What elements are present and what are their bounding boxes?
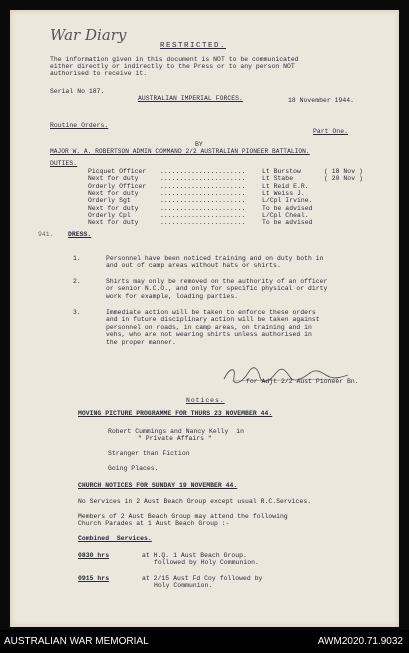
dress-order-line: personnel on roads, in camp areas, on training and in (106, 323, 312, 331)
dress-order-number: 1. (73, 255, 81, 262)
duty-assignee: To be advised (262, 219, 313, 227)
duty-assignee: Lt Stabe (262, 175, 294, 183)
duty-date: ( 18 Nov ) (324, 168, 363, 175)
footer-accession-number: AWM2020.71.9032 (317, 636, 403, 647)
duty-assignee: Lt Burstow (262, 168, 301, 175)
warning-line: The information given in this document is NOT to be communicated (50, 56, 299, 63)
dress-order-number: 2. (73, 278, 81, 285)
dress-order-line: Immediate action will be taken to enforce these orders (106, 309, 316, 316)
leader-dots: ...................... (160, 168, 246, 175)
dress-order-line: Shirts may only be removed on the authority of an officer (106, 278, 328, 285)
signature-line: for Adjt 2/2 Aust Pioneer Bn. (246, 378, 359, 385)
leader-dots: ...................... (160, 197, 246, 205)
commander-line: MAJOR W. A. ROBERTSON ADMIN COMMAND 2/2 AUSTRALIAN PIONEER BATTALION. (50, 148, 310, 155)
duty-assignee: L/Cpl Irvine. (262, 197, 313, 205)
document-page (10, 10, 399, 627)
duty-role: Next for duty (88, 175, 139, 183)
service-detail: at H.Q. 1 Aust Beach Group. (142, 552, 247, 559)
duty-role: Picquet Officer (88, 168, 147, 175)
duty-assignee: Lt Weiss J. (262, 189, 305, 197)
duty-role: Next for duty (88, 189, 139, 197)
dress-order-line: and in future disciplinary action will be taken against (106, 316, 320, 324)
leader-dots: ...................... (160, 211, 246, 219)
dress-number: 941. (38, 231, 54, 238)
leader-dots: ...................... (160, 204, 246, 212)
by-label: BY (195, 141, 203, 148)
duty-assignee: To be advised (262, 204, 313, 212)
leader-dots: ...................... (160, 189, 246, 197)
duty-assignee: L/Cpl Cheal. (262, 211, 309, 219)
footer-bar (0, 630, 409, 653)
film-title: Stranger than Fiction (108, 450, 190, 457)
service-detail: at 2/15 Aust Fd Coy followed by (142, 575, 263, 582)
warning-line: either directly or indirectly to the Press or to any person NOT (50, 63, 295, 70)
service-time: 0830 hrs (78, 552, 110, 559)
dress-order-line: work for example, loading parties. (106, 292, 239, 300)
handwritten-note: War Diary (50, 26, 127, 44)
leader-dots: ...................... (160, 182, 246, 190)
classification-heading: RESTRICTED. (160, 42, 227, 50)
notices-heading: Notices. (186, 397, 225, 404)
duties-heading: DUTIES. (50, 160, 78, 167)
duty-role: Orderly Sgt (88, 197, 131, 205)
moving-pictures-line: Robert Cummings and Nancy Kelly in (108, 428, 244, 435)
duty-assignee: Lt Reid E.R. (262, 182, 309, 190)
dress-order-number: 3. (73, 309, 81, 316)
duty-role: Next for duty (88, 204, 139, 212)
part-label: Part One. (313, 128, 348, 135)
unit-name: AUSTRALIAN IMPERIAL FORCES. (138, 95, 243, 102)
duty-role: Orderly Officer (88, 182, 147, 190)
footer-institution: AUSTRALIAN WAR MEMORIAL (4, 636, 149, 647)
duty-role: Next for duty (88, 219, 139, 227)
service-time: 0915 hrs (78, 575, 110, 582)
service-detail: Holy Communion. (154, 582, 213, 589)
film-title: Going Places. (108, 465, 159, 472)
church-notice-line: Church Parades at 1 Aust Beach Group :- (78, 520, 230, 527)
dress-order-line: or senior N.C.O., and only for specific physical or dirty (106, 285, 328, 293)
warning-line: authorised to receive it. (50, 70, 148, 77)
church-notices-heading: CHURCH NOTICES FOR SUNDAY 19 NOVEMBER 44. (78, 482, 238, 489)
combined-services-heading: Combined Services. (78, 535, 152, 542)
dress-order-line: vehs, who are not wearing shirts unless authorised in (106, 331, 312, 339)
duty-date: ( 20 Nov ) (324, 175, 363, 183)
routine-orders-label: Routine Orders. (50, 122, 109, 129)
document-date: 18 November 1944. (288, 97, 355, 104)
church-notice-line: Members of 2 Aust Beach Group may attend the following (78, 513, 288, 520)
church-notice-line: No Services in 2 Aust Beach Group except usual R.C.Services. (78, 498, 312, 505)
dress-order-line: Personnel have been noticed training and on duty both in (106, 255, 324, 262)
dress-order-line: the proper manner. (106, 338, 176, 346)
leader-dots: ...................... (160, 219, 246, 227)
dress-heading: DRESS. (68, 231, 92, 238)
leader-dots: ...................... (160, 175, 246, 183)
moving-pictures-line: " Private Affairs " (138, 435, 212, 442)
service-detail: followed by Holy Communion. (154, 559, 259, 566)
dress-order-line: and out of camp areas without hats or shirts. (106, 262, 281, 270)
moving-pictures-heading: MOVING PICTURE PROGRAMME FOR THURS 23 NOVEMBER 44. (78, 410, 273, 417)
serial-number: Serial No 187. (50, 88, 105, 95)
duty-role: Orderly Cpl (88, 211, 131, 219)
